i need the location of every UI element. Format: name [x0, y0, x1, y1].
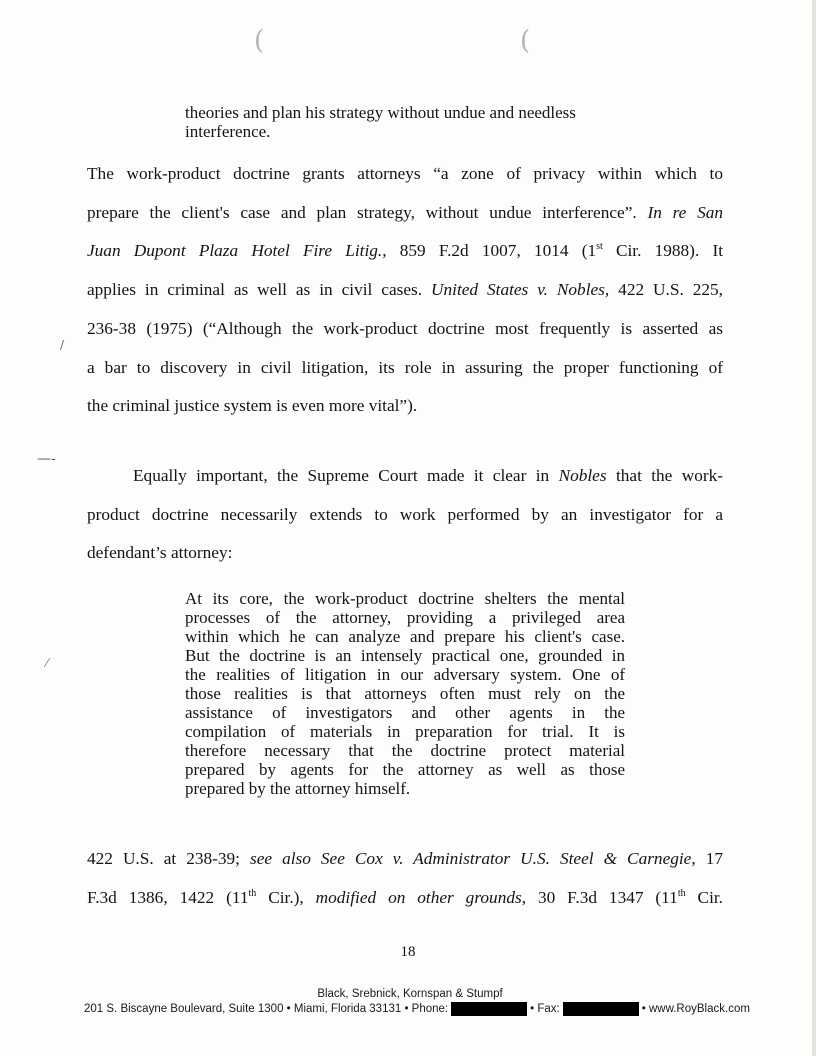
quote-line: compilation of materials in preparation for trial. It is [185, 722, 625, 741]
footer-website: • www.RoyBlack.com [641, 1003, 750, 1015]
quote-line: But the doctrine is an intensely practical one, grounded in [185, 646, 625, 665]
case-citation: see also See Cox v. Administrator U.S. Steel & Carnegie [249, 849, 692, 868]
case-citation: United States v. Nobles, [431, 280, 610, 300]
quote-line: At its core, the work-product doctrine shelters the mental [185, 589, 625, 608]
text-line: F.3d 1386, 1422 (11th Cir.), modified on other grounds, 30 F.3d 1347 (11th Cir. [87, 888, 723, 907]
text-line: 422 U.S. at 238-39; see also See Cox v. Administrator U.S. Steel & Carnegie, 17 [87, 849, 723, 868]
block-quote [185, 589, 625, 798]
quote-line: within which he can analyze and prepare his client's case. [185, 627, 625, 646]
case-citation: modified on other grounds [315, 888, 522, 907]
continued-quote [185, 103, 625, 141]
quote-line: interference. [185, 122, 271, 141]
footer-address-text: 201 S. Biscayne Boulevard, Suite 1300 • Miami, Florida 33131 • Phone: [84, 1003, 449, 1015]
case-citation: Nobles [558, 466, 607, 485]
redacted-phone [451, 1002, 527, 1016]
footer-address [84, 1002, 784, 1016]
scan-mark: —- [37, 451, 56, 467]
case-citation: In re San [647, 202, 723, 222]
paragraph-work-product-doctrine [87, 155, 723, 426]
text-line: a bar to discovery in civil litigation, its role in assuring the proper functioning of [87, 357, 723, 377]
quote-line: processes of the attorney, providing a privileged area [185, 608, 625, 627]
text-line: the criminal justice system is even more vital”). [87, 396, 418, 416]
footer-fax-label: • Fax: [530, 1003, 560, 1015]
scan-mark: ( [254, 26, 265, 56]
text-line: 236-38 (1975) (“Although the work-product doctrine most frequently is asserted as [87, 318, 723, 338]
quote-line: the realities of litigation in our adversary system. One of [185, 665, 625, 684]
case-citation: Juan Dupont Plaza Hotel Fire Litig., [87, 241, 387, 261]
paragraph-nobles [87, 457, 723, 573]
quote-line: theories and plan his strategy without undue and needless [185, 103, 576, 122]
text-line: prepare the client's case and plan strategy, without undue interference”. In re San [87, 202, 723, 222]
quote-line: assistance of investigators and other agents in the [185, 703, 625, 722]
scan-mark: / [60, 338, 65, 352]
text-line: product doctrine necessarily extends to work performed by an investigator for a [87, 504, 723, 524]
page-number: 18 [400, 944, 416, 960]
quote-line: prepared by agents for the attorney as well as those [185, 760, 625, 779]
text-line: The work-product doctrine grants attorneys “a zone of privacy within which to [87, 164, 723, 183]
redacted-fax [563, 1002, 639, 1016]
scan-mark: ⁄ [46, 656, 49, 670]
quote-line: prepared by the attorney himself. [185, 779, 411, 798]
paragraph-citations [87, 839, 723, 917]
footer-firm-name: Black, Srebnick, Kornspan & Stumpf [317, 988, 503, 1000]
scan-mark: ( [520, 26, 531, 56]
text-line: applies in criminal as well as in civil cases. United States v. Nobles, 422 U.S. 225, [87, 280, 723, 300]
text-line: Juan Dupont Plaza Hotel Fire Litig., 859 F.2d 1007, 1014 (1st Cir. 1988). It [87, 241, 724, 261]
quote-line: therefore necessary that the doctrine protect material [185, 741, 625, 760]
quote-line: those realities is that attorneys often must rely on the [185, 684, 625, 703]
text-line: defendant’s attorney: [87, 543, 233, 562]
scan-edge [812, 0, 816, 1056]
text-line: Equally important, the Supreme Court made it clear in Nobles that the work- [133, 466, 723, 485]
